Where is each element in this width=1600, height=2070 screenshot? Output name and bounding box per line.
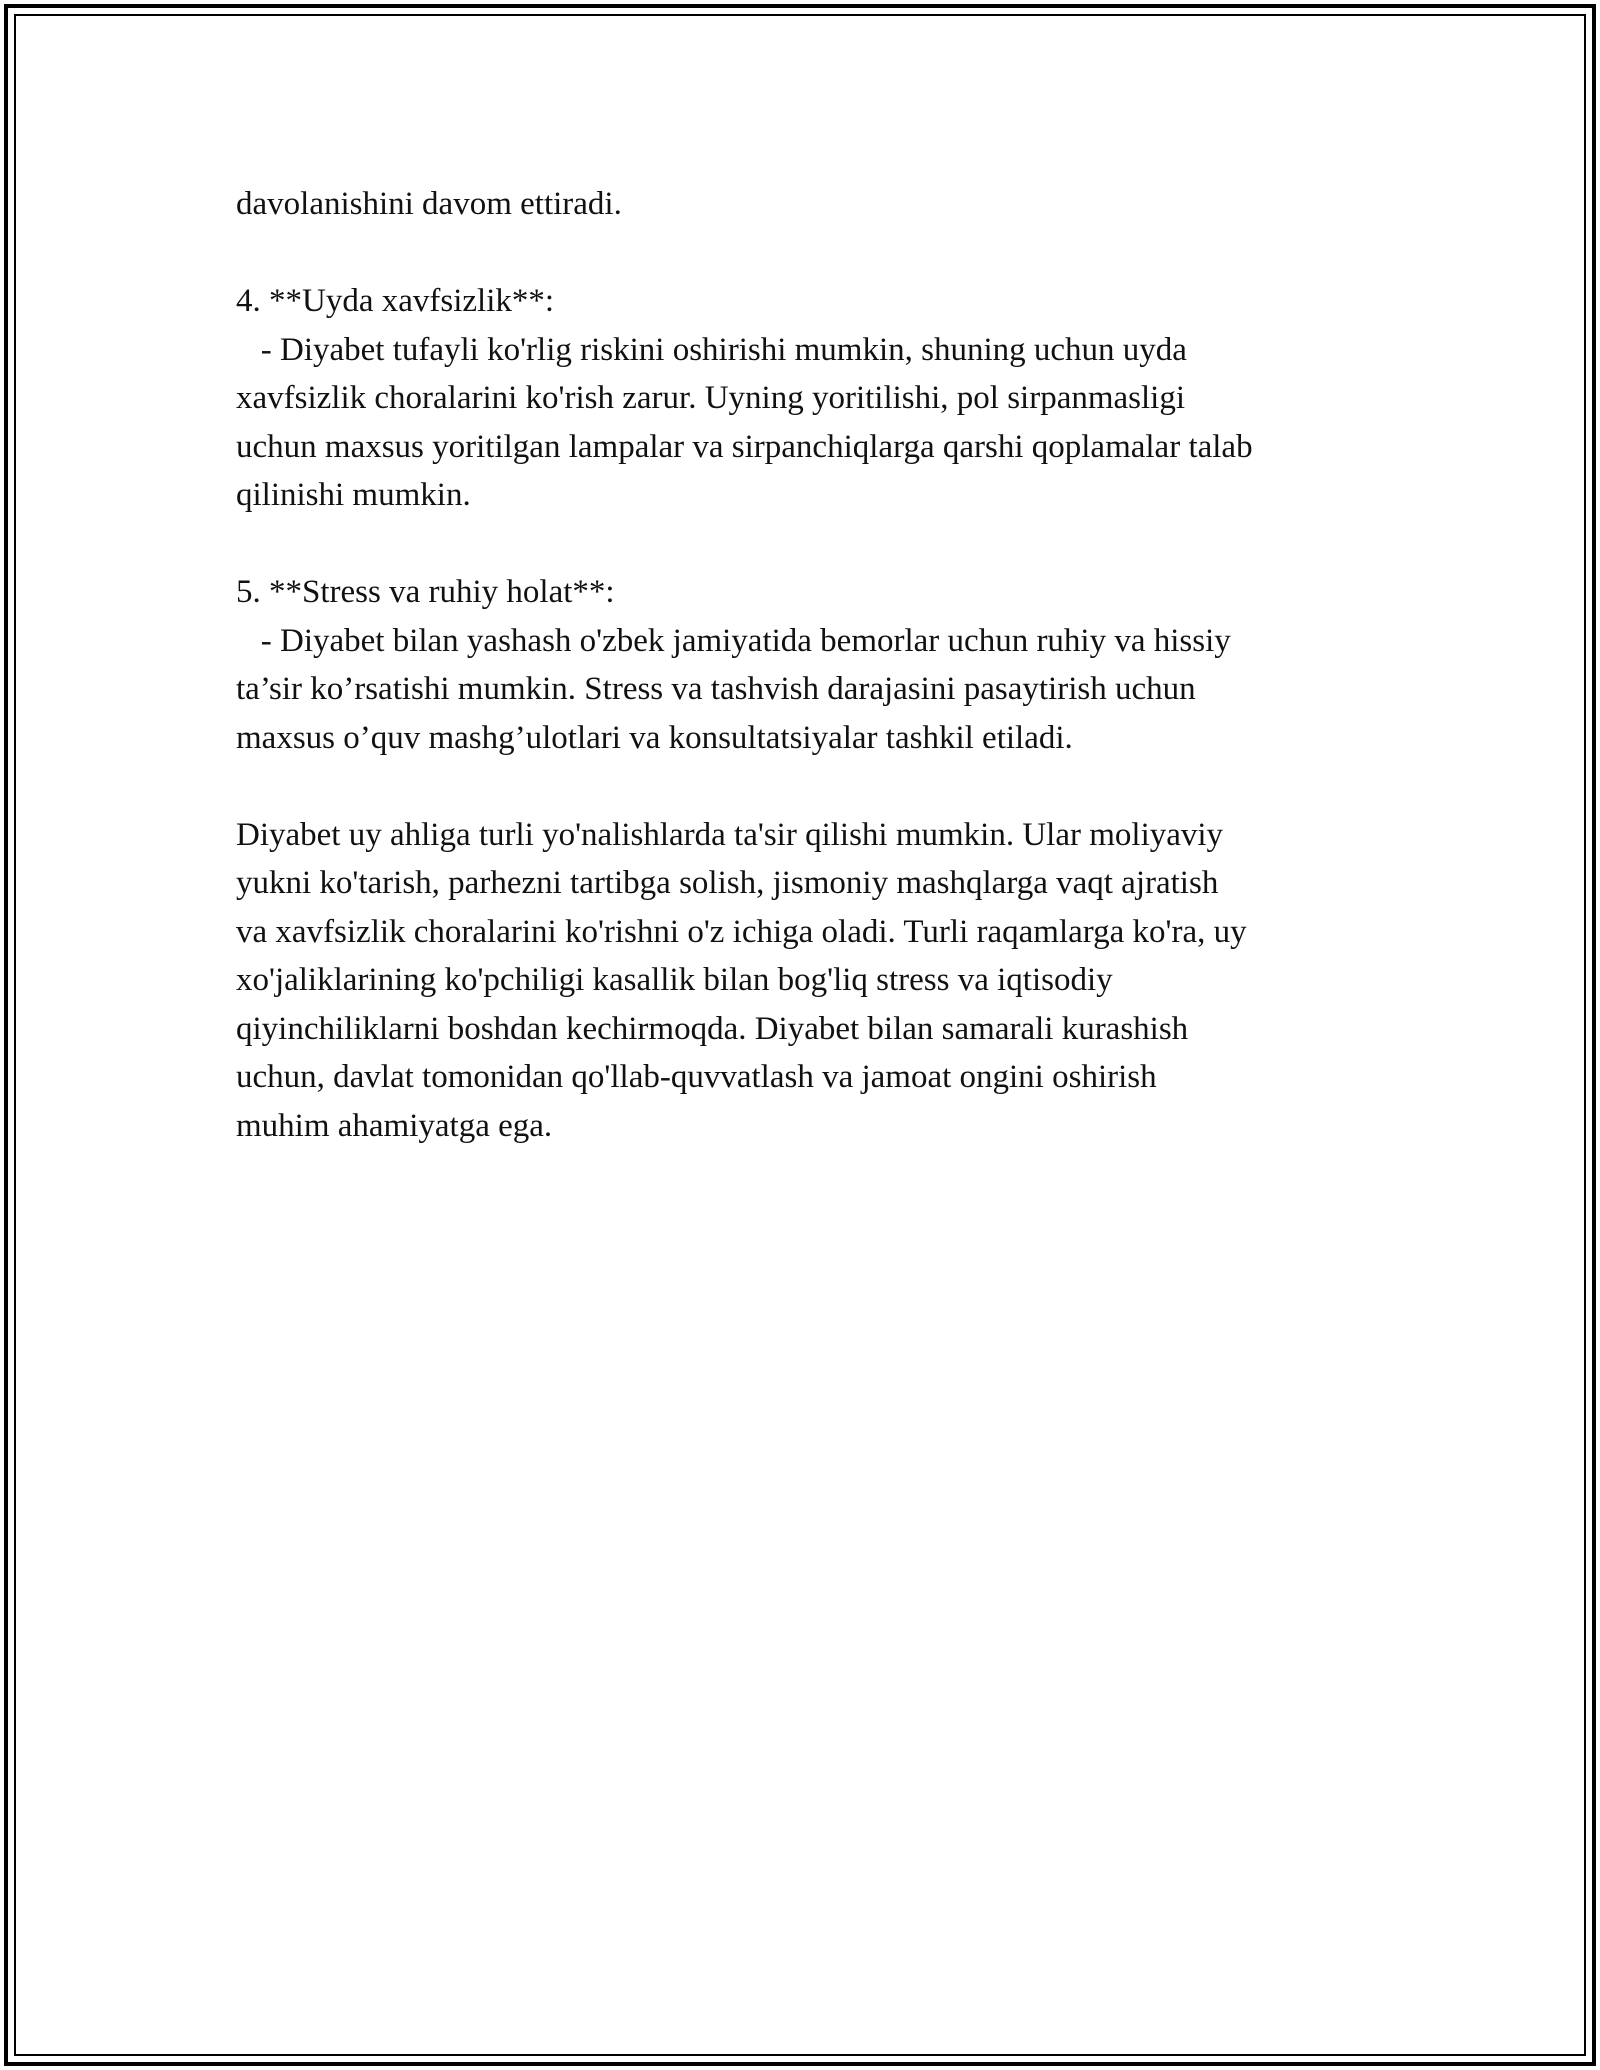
text-line: qilinishi mumkin. (236, 477, 471, 513)
text-line: va xavfsizlik choralarini ko'rishni o'z ichiga oladi. Turli raqamlarga ko'ra, uy (236, 913, 1247, 950)
text-line: uchun, davlat tomonidan qo'llab-quvvatlash va jamoat ongini oshirish (236, 1059, 1157, 1095)
blank-line (236, 229, 1396, 278)
text-line: ta’sir ko’rsatishi mumkin. Stress va tashvish darajasini pasaytirish uchun (236, 671, 1196, 707)
text-line: Diyabet uy ahliga turli yo'nalishlarda ta'sir qilishi mumkin. Ular moliyaviy (236, 816, 1224, 853)
text-line: uchun maxsus yoritilgan lampalar va sirpanchiqlarga qarshi qoplamalar talab (236, 428, 1253, 465)
text-line: - Diyabet tufayli ko'rlig riskini oshirishi mumkin, shuning uchun uyda (236, 331, 1187, 368)
text-line: davolanishini davom ettiradi. (236, 186, 622, 222)
text-line: muhim ahamiyatga ega. (236, 1107, 553, 1144)
text-line: qiyinchiliklarni boshdan kechirmoqda. Diyabet bilan samarali kurashish (236, 1010, 1189, 1047)
text-line: - Diyabet bilan yashash o'zbek jamiyatida bemorlar uchun ruhiy va hissiy (236, 622, 1231, 659)
text-line: xo'jaliklarining ko'pchiligi kasallik bilan bog'liq stress va iqtisodiy (236, 962, 1113, 998)
document-body (236, 180, 1396, 1150)
section-heading: 5. **Stress va ruhiy holat**: (236, 574, 615, 610)
section-heading: 4. **Uyda xavfsizlik**: (236, 283, 555, 319)
text-line: xavfsizlik choralarini ko'rish zarur. Uyning yoritilishi, pol sirpanmasligi (236, 380, 1186, 416)
text-line: maxsus o’quv mashg’ulotlari va konsultatsiyalar tashkil etiladi. (236, 719, 1073, 756)
blank-line (236, 520, 1396, 569)
blank-line (236, 762, 1396, 811)
text-line: yukni ko'tarish, parhezni tartibga solish, jismoniy mashqlarga vaqt ajratish (236, 865, 1219, 901)
